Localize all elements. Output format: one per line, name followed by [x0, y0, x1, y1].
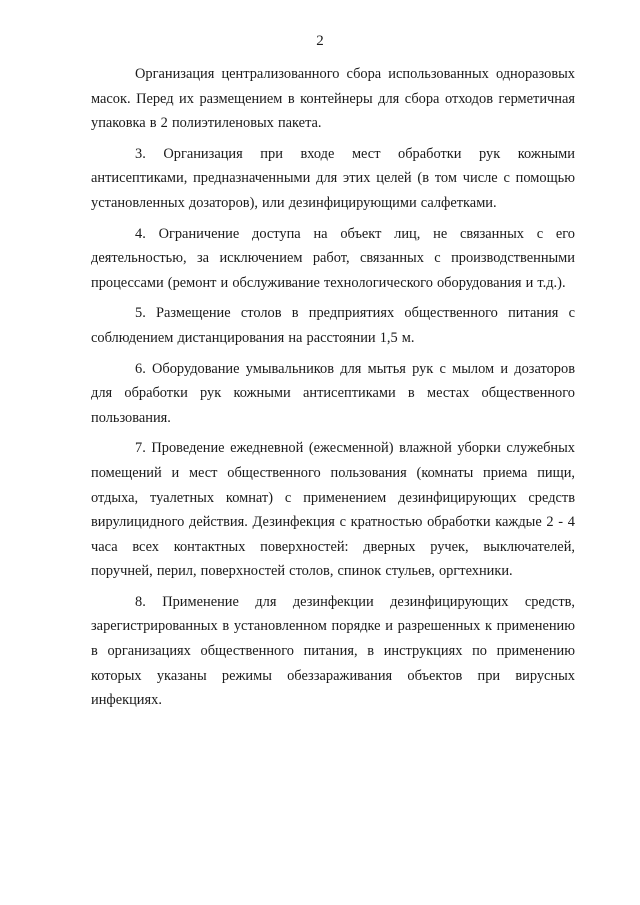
paragraph-item-6-washbasins: 6. Оборудование умывальников для мытья рук с мылом и дозаторов для обработки рук кожными антисептиками в местах общественного пользования. [91, 360, 575, 426]
document-body [91, 62, 575, 719]
page-number: 2 [316, 33, 324, 49]
paragraph-item-5-table-distancing: 5. Размещение столов в предприятиях общественного питания с соблюдением дистанцирования на расстоянии 1,5 м. [91, 305, 575, 346]
paragraph-item-8-disinfectants: 8. Применение для дезинфекции дезинфицирующих средств, зарегистрированных в установленном порядке и разрешенных к применению в организациях общественного питания, в инструкциях по применению которых указаны режимы обеззараживания объектов при вирусных инфекциях. [91, 593, 575, 709]
paragraph-item-7-wet-cleaning: 7. Проведение ежедневной (ежесменной) влажной уборки служебных помещений и мест общественного пользования (комнаты приема пищи, отдыха, туалетных комнат) с применением дезинфицирующих средств вирулицидного действия. Дезинфекция с кратностью обработки каждые 2 - 4 часа всех контактных поверхностей: дверных ручек, выключателей, поручней, перил, поверхностей столов, спинок стульев, оргтехники. [91, 440, 575, 580]
paragraph-mask-disposal: Организация централизованного сбора использованных одноразовых масок. Перед их размещением в контейнеры для сбора отходов герметичная упаковка в 2 полиэтиленовых пакета. [91, 66, 575, 132]
paragraph-item-4-access-restriction: 4. Ограничение доступа на объект лиц, не связанных с его деятельностью, за исключением работ, связанных с производственными процессами (ремонт и обслуживание технологического оборудования и т.д.). [91, 225, 575, 291]
paragraph-item-3-hand-antiseptic: 3. Организация при входе мест обработки рук кожными антисептиками, предназначенными для этих целей (в том числе с помощью установленных дозаторов), или дезинфицирующими салфетками. [91, 145, 575, 211]
